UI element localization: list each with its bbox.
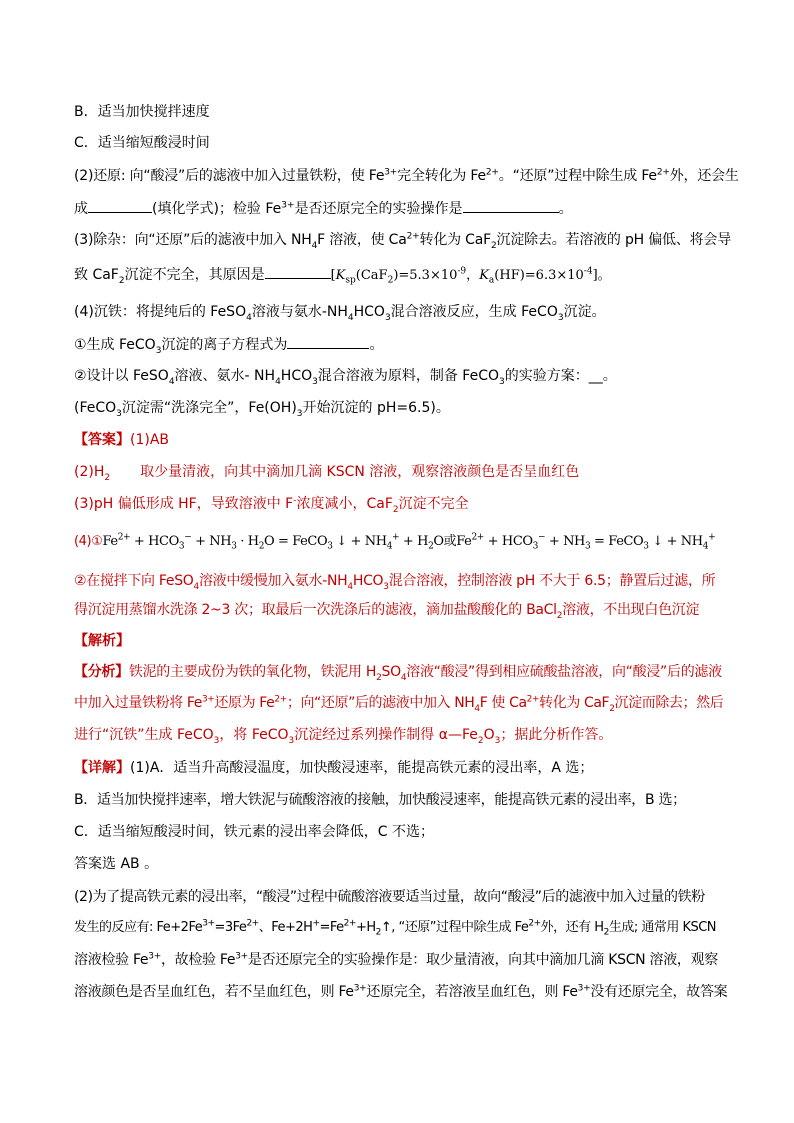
sub: 3 — [213, 735, 220, 746]
text: (1)AB — [130, 432, 170, 448]
text: · H — [236, 534, 259, 549]
text: (2)H — [74, 464, 105, 480]
text: 还原为 Fe — [214, 695, 275, 711]
text: (HF)=6.3×10 — [494, 268, 584, 283]
ionic-equation — [102, 532, 716, 552]
text: )=5.3×10 — [393, 268, 458, 283]
text: F 使 Ca — [479, 695, 527, 711]
text: C．适当缩短酸浸时间 — [74, 135, 210, 151]
xiangjie-tag: 【详解】 — [74, 760, 130, 776]
text: + NH — [545, 534, 585, 549]
text: + H — [399, 534, 429, 549]
sub: 3 — [383, 581, 389, 592]
sub: 2 — [490, 240, 497, 251]
answer-line-1 — [74, 430, 724, 450]
detail-line-1 — [74, 758, 724, 778]
ka-symbol: K — [479, 268, 489, 283]
text: ，将 FeCO — [219, 727, 289, 743]
sub: 2 — [477, 735, 484, 746]
sub: 3 — [116, 408, 122, 419]
sub: 2 — [104, 472, 111, 483]
text: 沉淀而除去；然后 — [614, 695, 724, 711]
sub: 4 — [702, 541, 709, 552]
sub: sp — [345, 275, 356, 286]
text: 混合溶液，控制溶液 pH 不大于 6.5；静置后过滤，所 — [388, 573, 716, 589]
sub: 3 — [296, 408, 303, 419]
q4-sub-2 — [74, 366, 724, 386]
sub: 2 — [375, 927, 381, 938]
sub: 2 — [603, 927, 609, 938]
text: HCO — [352, 573, 384, 589]
text: + NH — [191, 534, 232, 549]
text: =3Fe — [214, 920, 247, 935]
text: = FeCO — [590, 534, 644, 549]
text: ②在搅拌下向 FeSO — [74, 573, 194, 589]
sup: 2+ — [528, 918, 541, 929]
sub: 3 — [327, 541, 333, 552]
text: 是否还原完全的实验操作是 — [294, 201, 463, 217]
text: ↑, “还原”过程中除生成 Fe — [380, 920, 529, 935]
analysis-heading — [74, 631, 724, 651]
text: 、Fe+2H — [258, 920, 313, 935]
sup: - — [293, 495, 297, 506]
analysis-tag: 【解析】 — [74, 633, 130, 649]
sup: 3+ — [281, 200, 295, 211]
q3-line-2 — [74, 264, 724, 286]
sub: 4 — [168, 376, 175, 387]
sub: a — [488, 275, 495, 286]
sup: 2+ — [117, 532, 131, 543]
sub: 3 — [499, 376, 505, 387]
text: 沉淀经过系列操作制得 α—Fe — [294, 727, 478, 743]
analysis-line-2 — [74, 693, 724, 713]
sub: 4 — [193, 581, 199, 592]
text: 答案选 AB 。 — [74, 856, 159, 872]
sup: 3+ — [577, 983, 591, 994]
answer-blank[interactable] — [287, 334, 369, 349]
text: (2)还原: 向“酸浸”后的滤液中加入过量铁粉，使 Fe — [74, 168, 385, 184]
text: (4)沉铁：将提纯后的 FeSO — [74, 304, 247, 320]
text: 沉淀除去。若溶液的 pH 偏低、将会导 — [496, 232, 732, 248]
sup: 2+ — [526, 694, 540, 705]
q1-option-b — [74, 102, 724, 122]
text: 沉淀不完全 — [398, 496, 469, 512]
sub: 4 — [474, 703, 480, 714]
text: 成 — [74, 201, 88, 217]
sup: − — [537, 532, 546, 543]
text: ， — [466, 268, 480, 283]
sub: 2 — [258, 541, 265, 552]
sub: 4 — [386, 541, 393, 552]
text: HCO — [280, 368, 313, 384]
ksp-symbol: K — [335, 268, 346, 283]
text: 生成; 通常用 KSCN — [608, 920, 717, 935]
text: 溶液检验 Fe — [74, 952, 149, 968]
sup: 2+ — [406, 231, 420, 242]
detail-p2-line-1 — [74, 887, 724, 907]
answer-line-5 — [74, 571, 724, 591]
text: 溶液颜色是否呈血红色，若不呈血红色，则 Fe — [74, 984, 354, 1000]
sub: 2 — [428, 541, 434, 552]
sub: 2 — [118, 275, 125, 286]
fenxi-tag: 【分析】 — [74, 664, 129, 680]
answer-tag: 【答案】 — [74, 432, 130, 448]
detail-p2-line-3 — [74, 950, 724, 970]
sub: 2 — [387, 275, 394, 286]
answer-blank[interactable] — [88, 198, 152, 213]
sup: 3+ — [384, 167, 398, 178]
sub: 4 — [400, 672, 407, 683]
text: 溶液，不出现白色沉淀 — [562, 602, 700, 618]
text: 发生的反应有: Fe+2Fe — [74, 920, 203, 935]
text: (FeCO — [74, 400, 117, 416]
text: (2)为了提高铁元素的浸出率，“酸浸”过程中硫酸溶液要适当过量，故向“酸浸”后的滤液中加入过量的铁粉 — [74, 889, 705, 905]
sub: 2 — [392, 504, 399, 515]
sub: 2 — [556, 610, 563, 621]
answer-line-2 — [74, 462, 724, 482]
text: (4)① — [74, 534, 103, 549]
sub: 3 — [231, 541, 237, 552]
text: B．适当加快搅拌速率，增大铁泥与硫酸溶液的接触，加快酸浸速率，能提高铁元素的浸出率，B 选； — [74, 792, 686, 808]
text: C．适当缩短酸浸时间，铁元素的浸出率会降低，C 不选； — [74, 824, 434, 840]
text: 沉淀。 — [563, 304, 606, 320]
sup: -4 — [583, 266, 593, 277]
text: 浓度减小，CaF — [296, 496, 393, 512]
q4-sub-1 — [74, 334, 724, 355]
text: 取少量清液，向其中滴加几滴 KSCN 溶液，观察溶液颜色是否呈血红色 — [140, 464, 580, 480]
text: 混合溶液为原料，制备 FeCO — [317, 368, 500, 384]
ksp-expression — [330, 266, 611, 286]
sub: 2 — [609, 703, 615, 714]
text: (3)除杂：向“还原”后的滤液中加入 NH — [74, 232, 312, 248]
text: O = FeCO — [264, 534, 328, 549]
sub: 3 — [532, 541, 538, 552]
sub: 2 — [376, 672, 382, 683]
text: (填化学式)；检验 Fe — [152, 201, 282, 217]
sub: 3 — [312, 376, 318, 387]
answer-line-3 — [74, 494, 724, 514]
text: 溶液、氨水- NH — [174, 368, 276, 384]
text: 还原完全，若溶液呈血红色，则 Fe — [366, 984, 578, 1000]
sup: 2+ — [656, 167, 670, 178]
text: 溶液“酸浸”得到相应硫酸盐溶液，向“酸浸”后的滤液 — [406, 664, 722, 680]
detail-p2-line-2 — [74, 918, 724, 938]
text: 得沉淀用蒸馏水洗涤 2~3 次；取最后一次洗涤后的滤液，滴加盐酸酸化的 BaCl — [74, 602, 557, 618]
sup: 3+ — [353, 983, 367, 994]
sub: 3 — [494, 735, 501, 746]
sup: 2+ — [343, 918, 356, 929]
text: 转化为 CaF — [419, 232, 491, 248]
text: 没有还原完全，故答案 — [590, 984, 728, 1000]
answer-line-6 — [74, 600, 724, 620]
sup: + — [392, 532, 400, 543]
sup: 2+ — [471, 532, 484, 543]
text: HCO — [353, 304, 385, 320]
sup: + — [312, 918, 320, 929]
text: SO — [381, 664, 401, 680]
sup: 2+ — [274, 694, 287, 705]
text: Fe — [102, 534, 118, 549]
sub: 3 — [557, 312, 564, 323]
q4-line-1 — [74, 302, 724, 322]
answer-line-4-equation — [74, 532, 724, 552]
text: 沉淀需“洗涤完全”，Fe(OH) — [121, 400, 297, 416]
text: 沉淀不完全，其原因是 — [124, 267, 265, 283]
sup: − — [184, 532, 192, 543]
text: 沉淀的离子方程式为 — [161, 337, 288, 353]
text: 外，还有 H — [540, 920, 604, 935]
q3-line-1 — [74, 230, 732, 251]
text: 外，还会生 — [669, 168, 739, 184]
text: 完全转化为 Fe — [397, 168, 486, 184]
q4-note — [74, 398, 724, 418]
sub: 4 — [347, 581, 353, 592]
q1-option-c — [74, 133, 724, 153]
detail-line-3 — [74, 822, 724, 842]
text: (CaF — [355, 268, 388, 283]
detail-p2-line-4 — [74, 982, 728, 1002]
text: 是否还原完全的实验操作是：取少量清液，向其中滴加几滴 KSCN 溶液，观察 — [247, 952, 718, 968]
sub: 3 — [155, 345, 162, 356]
text: + HCO — [130, 534, 179, 549]
text: 开始沉淀的 pH=6.5)。 — [302, 400, 450, 416]
text: ]。 — [592, 268, 611, 283]
text: ；据此分析作答。 — [500, 727, 613, 743]
sup: 3+ — [235, 951, 248, 962]
text: +H — [355, 920, 376, 935]
text: F 溶液，使 Ca — [317, 232, 407, 248]
answer-blank[interactable] — [463, 198, 559, 213]
text: O或Fe — [433, 534, 472, 549]
text: ↓ + NH — [332, 534, 387, 549]
text: 。 — [369, 337, 384, 353]
text: 溶液中缓慢加入氨水-NH — [198, 573, 348, 589]
sup: + — [708, 532, 716, 543]
sub: 3 — [384, 312, 391, 323]
sub: 4 — [347, 312, 354, 323]
detail-line-2 — [74, 790, 724, 810]
text: 中加入过量铁粉将 Fe — [74, 695, 202, 711]
analysis-line-1 — [74, 662, 724, 682]
sup: 2+ — [246, 918, 259, 929]
text: 。 — [558, 201, 573, 217]
text: 进行“沉铁”生成 FeCO — [74, 727, 214, 743]
sub: 4 — [275, 376, 281, 387]
sub: 3 — [288, 735, 295, 746]
sup: 2+ — [485, 167, 499, 178]
sub: 3 — [585, 541, 591, 552]
text: 致 CaF — [74, 267, 119, 283]
text: 溶液与氨水-NH — [251, 304, 348, 320]
text: 铁泥的主要成份为铁的氧化物，铁泥用 H — [128, 664, 377, 680]
answer-blank[interactable] — [265, 264, 331, 279]
text: + HCO — [483, 534, 533, 549]
text: ；向“还原”后的滤液中加入 NH — [286, 695, 475, 711]
sup: 3+ — [202, 918, 215, 929]
text: (1)A．适当升高酸浸温度，加快酸浸速率，能提高铁元素的浸出率，A 选； — [130, 760, 594, 776]
analysis-line-3 — [74, 725, 724, 745]
q2-line-1 — [74, 166, 739, 186]
text: [ — [330, 268, 336, 283]
text: (3)pH 偏低形成 HF，导致溶液中 F — [74, 496, 294, 512]
detail-line-4 — [74, 854, 724, 874]
text: O — [483, 727, 495, 743]
q2-line-2 — [74, 198, 724, 219]
text: =Fe — [319, 920, 344, 935]
sub: 3 — [178, 541, 185, 552]
text: 。“还原”过程中除生成 Fe — [498, 168, 657, 184]
sub: 4 — [311, 240, 318, 251]
sub: 4 — [246, 312, 252, 323]
sub: 3 — [643, 541, 649, 552]
sup: -9 — [457, 266, 467, 277]
text: ，故检验 Fe — [160, 952, 236, 968]
text: 的实验方案：__。 — [504, 368, 617, 384]
sup: 3+ — [201, 694, 215, 705]
text: ①生成 FeCO — [74, 337, 156, 353]
text: ②设计以 FeSO — [74, 368, 169, 384]
text: 混合溶液反应，生成 FeCO — [390, 304, 558, 320]
sup: 3+ — [148, 951, 161, 962]
text: 转化为 CaF — [539, 695, 610, 711]
text: B．适当加快搅拌速度 — [74, 104, 210, 120]
text: ↓ + NH — [648, 534, 703, 549]
